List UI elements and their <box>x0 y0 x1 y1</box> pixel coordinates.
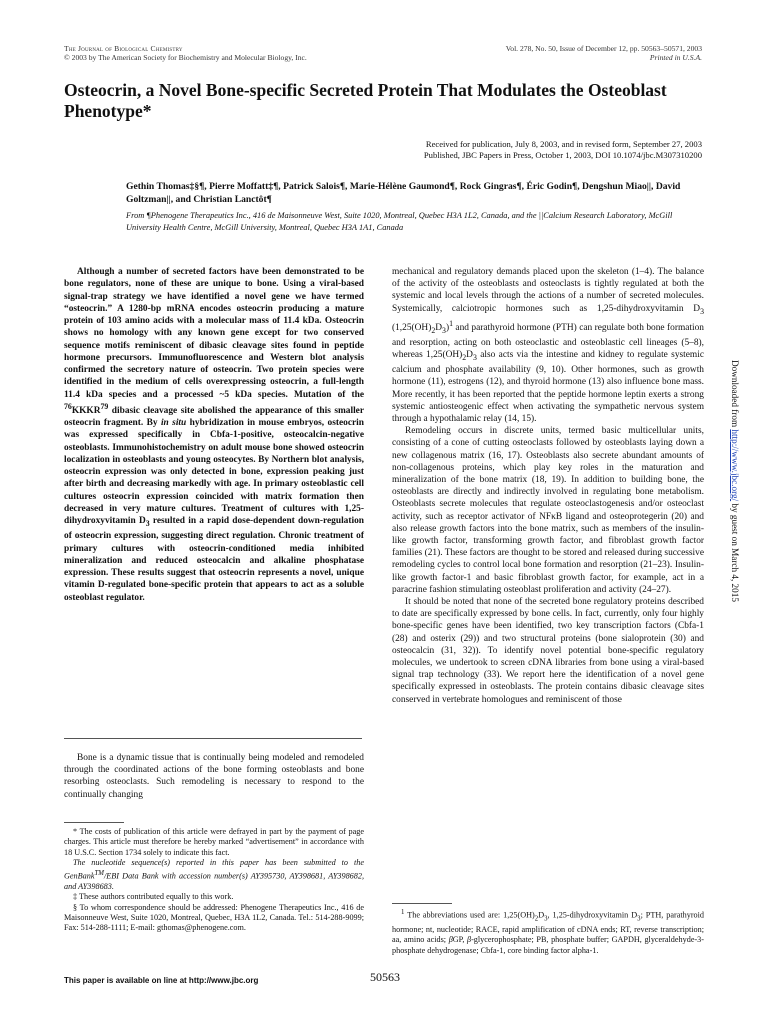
footnotes-left <box>64 827 364 934</box>
abstract-text-2: dibasic cleavage site abolished the appearance of this smaller osteocrin fragment. By <box>64 405 364 429</box>
article-title: Osteocrin, a Novel Bone-specific Secreted Protein That Modulates the Osteoblast Phenotype* <box>64 80 667 121</box>
fn-sub: 2 <box>534 915 539 923</box>
p2-text-b: B ligand and osteoprotegerin (20) and also release growth factors into the bone matrix, such as members of the insulin-like growth factor, transforming growth factor, and fibroblast growth factor families (21). These factors are thought to be stored and released during successive remodeling cycles to control local bone formation and resorption (21–23). Insulin-like growth factor-1 and basic fibroblast growth factor, for example, act in a paracrine fashion stimulating osteoblast proliferation and activity (24–27). <box>392 511 704 595</box>
abstract-text-1: Although a number of secreted factors have been demonstrated to be bone regulators, none of these are unique to bone. Using a viral-based signal-trap strategy we have identified a novel gene we have termed “osteocrin.” A 1280-bp mRNA encodes osteocrin producing a mature protein of 103 amino acids with a molecular mass of 11.4 kDa. Osteocrin shows no homology with any known gene except for two conserved sequence motifs reminiscent of dibasic cleavage sites found in peptide hormone precursors. Immunofluorescence and Western blot analysis confirmed the secretory nature of osteocrin. Two protein species were identified in the medium of cells overexpressing osteocrin, a full-length 11.4 kDa species and a processed ~5 kDa species. Mutation of the <box>64 267 364 400</box>
fn-text: -glycerophosphate; PB, phosphate buffer; GAPDH, glyceraldehyde-3-phosphate dehydrogenase; Cbfa-1, core binding factor alpha-1. <box>392 935 705 955</box>
fn-sub: 3 <box>544 915 548 923</box>
body-right-column <box>392 266 704 706</box>
p1-text-a: mechanical and regulatory demands placed upon the skeleton (1–4). The balance of the activity of the osteoblasts and osteoclasts is tightly regulated at both the systemic and local levels through the actions of a number of secreted molecules. Systemically, calciotropic hormones such as 1,25-dihydroxyvitamin D <box>392 267 704 314</box>
abstract-text-4: resulted in a rapid dose-dependent down-regulation of osteocrin expression, suggesting direct regulation. Chronic treatment of primary cultures with osteocrin-conditioned media inhibited mineralization and reduced osteocalcin and alkaline phosphatase expression. These results suggest that osteocrin represents a novel, unique vitamin D-regulated bone-specific protein that appears to act as a soluble osteoblast regulator. <box>64 516 364 603</box>
copyright-line: © 2003 by The American Society for Biochemistry and Molecular Biology, Inc. <box>64 53 307 63</box>
footnote-correspondence: § To whom correspondence should be addressed: Phenogene Therapeutics Inc., 416 de Maisonneuve West, Suite 1020, Montreal, Quebec, H3A 1L2, Canada. Tel.: 514-288-9099; Fax: 514-288-1111; E-mail: gthomas@phenogene.com. <box>64 902 364 933</box>
p2-text-a: Remodeling occurs in discrete units, termed basic multicellular units, consisting of a cone of cutting osteoclasts followed by osteoblasts laying down a new collagenous matrix (16, 17). Osteoblasts also secrete abundant amounts of non-collagenous proteins, which play key roles in the maturation and mineralization of the bone matrix (18, 19). In addition to building bone, the osteoblasts are directly and indirectly involved in regulating bone metabolism. Osteoblasts secrete molecules that regulate osteoclastogenesis and/or osteoclast activity, such as receptor activator of NF <box>392 426 704 522</box>
jbc-link[interactable]: http://www.jbc.org/ <box>730 429 740 502</box>
genbank-text-2: /EBI Data Bank with accession number(s) AY395730, AY398681, AY398682, and AY398683. <box>64 871 364 891</box>
received-date: Received for publication, July 8, 2003, and in revised form, September 27, 2003 <box>425 139 702 149</box>
p1-text-g: also acts via the intestine and kidney to regulate systemic calcium and phosphate availability (9, 10). Other hormones, such as growth hormone (11), estrogens (12), and thyroid hormone (13) also influence bone mass. More recently, it has been reported that the peptide hormone leptin exerts a strong systemic antiosteogenic effect when activating the sympathetic nervous system through a hypothalamic relay (14, 15). <box>392 350 704 424</box>
published-date: Published, JBC Papers in Press, October 1, 2003, DOI 10.1074/jbc.M307310200 <box>423 150 702 160</box>
printed-in: Printed in U.S.A. <box>649 53 702 63</box>
p1-text-d: ) <box>445 322 450 333</box>
p1-text-b: (1,25(OH) <box>392 322 432 333</box>
journal-name: The Journal of Biological Chemistry <box>64 44 183 53</box>
p1-text-f: D <box>466 350 473 361</box>
fn-text: , 1,25-dihydroxyvitamin D <box>547 910 638 920</box>
affiliations: From ¶Phenogene Therapeutics Inc., 416 de Maisonneuve West, Suite 1020, Montreal, Quebec H3A 1L2, Canada, and the ||Calcium Research Laboratory, McGill University Health Centre, McGill University, Montreal, Quebec H3A 1A1, Canada <box>126 211 673 232</box>
abstract-in-situ: in situ <box>160 418 187 429</box>
footnote-right-divider <box>392 903 452 904</box>
fn-num: 1 <box>401 909 405 916</box>
volume-info: Vol. 278, No. 50, Issue of December 12, pp. 50563–50571, 2003 <box>505 44 702 53</box>
page-number: 50563 <box>370 970 400 984</box>
fn-sub: 3 <box>637 915 641 923</box>
fn-text: ; PTH, parathyroid hormone; nt, nucleotide; RACE, rapid amplification of cDNA ends; RT, reverse transcription; aa, amino acids; <box>392 910 705 945</box>
footnote-equal-contribution: ‡ These authors contributed equally to this work. <box>73 892 234 902</box>
fn-text: D <box>538 910 545 920</box>
journal-header <box>64 44 307 62</box>
footnote-genbank <box>64 858 364 892</box>
p1-sub: 3 <box>472 352 477 362</box>
footnote-ref-1: 1 <box>449 318 453 328</box>
abstract-sup-76: 76 <box>64 401 72 411</box>
fn-beta: β <box>466 935 472 945</box>
volume-header <box>506 44 702 62</box>
fn-beta: β <box>448 935 453 945</box>
fn-text: The abbreviations used are: 1,25(OH) <box>404 910 535 920</box>
genbank-tm: TM <box>94 869 104 877</box>
download-suffix: by guest on March 4, 2015 <box>730 501 740 602</box>
abstract-sup-79: 79 <box>100 401 109 411</box>
footnote-abbreviations <box>392 908 704 956</box>
p1-sub: 3 <box>700 306 704 316</box>
online-availability-note: This paper is available on line at http://www.jbc.org <box>64 976 259 985</box>
footnote-costs: * The costs of publication of this article were defrayed in part by the payment of page charges. This article must therefore be hereby marked “advertisement” in accordance with 18 U.S.C. Section 1734 solely to indicate this fact. <box>64 827 364 857</box>
p1-sub: 3 <box>442 325 446 335</box>
abstract-kkkr: KKKR <box>71 405 101 416</box>
abstract-divider <box>64 738 362 739</box>
publication-dates <box>424 139 702 161</box>
paragraph-2 <box>392 425 704 596</box>
footnote-divider <box>64 822 124 823</box>
abstract-text-3: hybridization in mouse embryos, osteocrin was expressed specifically in Cbfa-1-positive, osteocalcin-negative osteoblasts. Immunohistochemistry on adult mouse bone showed osteocrin localization in osteoblasts and young osteocytes. By Northern blot analysis, osteocrin expression was only detected in bone, expression peaking just after birth and decreasing markedly with age. In primary osteoblastic cell cultures osteocrin expression coincided with matrix formation then decreased in very mature cultures. Treatment of cultures with 1,25-dihydroxyvitamin D <box>64 418 364 527</box>
paragraph-1 <box>392 266 704 425</box>
p1-sub: 2 <box>431 325 436 335</box>
paragraph-3: It should be noted that none of the secreted bone regulatory proteins described to date are specifically expressed by bone cells. In fact, currently, only four highly bone-specific genes have been identified, two key transcription factors (Cbfa-1 (28) and osterix (29)) and two structural proteins (bone sialoprotein (30) and osteocalcin (31, 32)). To identify novel potential bone-specific regulatory molecules, we undertook to screen cDNA libraries from bone using a viral-based signal trap technology (33). We report here the identification of a novel gene specifically expressed in osteoblasts. The protein contains dibasic cleavage sites conserved in vertebrate homologues and reminiscent of those <box>392 597 704 705</box>
download-watermark <box>726 360 740 710</box>
abstract <box>64 266 364 604</box>
p2-kappa: κ <box>551 511 556 522</box>
abstract-sub-3: 3 <box>145 519 150 528</box>
introduction-start: Bone is a dynamic tissue that is continually being modeled and remodeled through the coordinated actions of the bone forming osteoblasts and bone resorbing osteoclasts. Such remodeling is necessary to respond to the continually changing <box>64 753 364 800</box>
genbank-text-1: The nucleotide sequence(s) reported in this paper has been submitted to the GenBank <box>64 858 364 881</box>
author-list: Gethin Thomas‡§¶, Pierre Moffatt‡¶, Patrick Salois¶, Marie-Hélène Gaumond¶, Rock Gingras¶, Éric Godin¶, Dengshun Miao||, David Goltzman||, and Christian Lanctôt¶ <box>126 181 681 205</box>
p1-text-c: D <box>435 322 443 333</box>
p1-sub: 2 <box>462 352 467 362</box>
fn-text: GP, <box>452 935 467 945</box>
download-prefix: Downloaded from <box>730 360 740 430</box>
p1-text-e: and parathyroid hormone (PTH) can regulate both bone formation and resorption, acting on both osteoclastic and osteoblastic cell lineages (5–8), whereas 1,25(OH) <box>392 322 704 361</box>
